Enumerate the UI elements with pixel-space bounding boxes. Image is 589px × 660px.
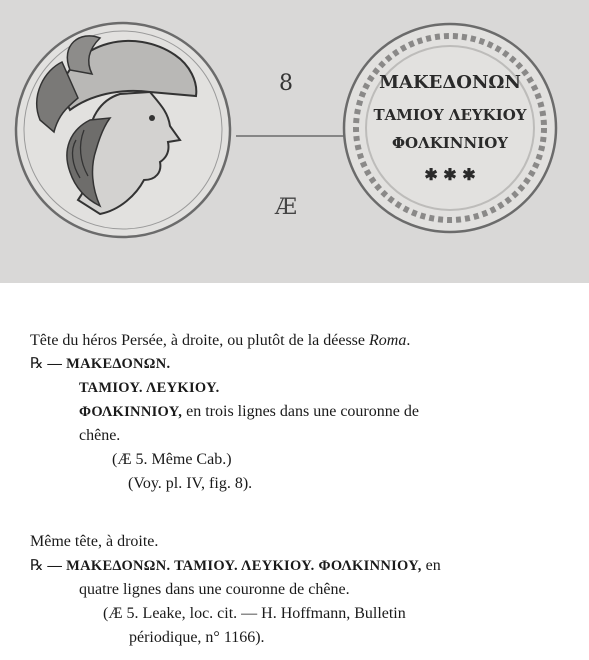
reverse-stars: ✱ ✱ ✱ (424, 165, 476, 184)
metal-mark: Æ (274, 195, 298, 220)
reverse-legend-line-1: ΜΑΚΕΔΟΝΩΝ (379, 72, 521, 93)
coin-illustration (0, 0, 589, 283)
reverse-coin (344, 24, 556, 232)
entry2-description-start: en (421, 557, 441, 574)
entry1-reference: (Æ 5. Même Cab.) (112, 451, 232, 468)
entry1-obverse-period: . (406, 332, 411, 349)
entry2-reference: (Æ 5. Leake, loc. cit. — H. Hoffmann, Bulletin (103, 605, 406, 622)
reverse-legend-line-2: ΤΑΜΙΟΥ ΛΕΥΚΙΟΥ (373, 106, 527, 124)
entry2-obverse: Même tête, à droite. (30, 533, 159, 550)
entry1-goddess-name: Roma (369, 332, 407, 349)
reverse-legend-line-3: ΦΟΛΚΙΝΝΙΟΥ (391, 134, 509, 152)
entry1-plate-reference: (Voy. pl. IV, fig. 8). (128, 475, 253, 492)
obverse-coin (16, 23, 230, 237)
coin-plate (0, 0, 589, 283)
fig-number: 8 (279, 71, 293, 96)
entry1-obverse (30, 330, 410, 352)
entry2-reverse-line-2: quatre lignes dans une couronne de chêne. (79, 581, 350, 598)
entry2-reference-cont: périodique, n° 1166). (129, 629, 265, 646)
entry2-legend: — ΜΑΚΕΔΟΝΩΝ. ΤΑΜΙΟΥ. ΛΕΥΚΙΟΥ. ΦΟΛΚΙΝΝΙΟΥ, (43, 558, 422, 574)
entry1-legend-1: — ΜΑΚΕΔΟΝΩΝ. (43, 356, 171, 372)
entry1-obverse-text: Tête du héros Persée, à droite, ou plutôt de la déesse (30, 332, 369, 349)
entry1-reverse-line-1 (30, 353, 170, 375)
entry1-reverse-line-2: ΤΑΜΙΟΥ. ΛΕΥΚΙΟΥ. (79, 380, 220, 396)
entry2-reverse-line-1 (30, 555, 441, 577)
entry1-description: en trois lignes dans une couronne de (182, 403, 419, 420)
entry1-reverse-line-4: chêne. (79, 427, 121, 444)
reverse-symbol-icon: ℞ (30, 558, 44, 574)
entry1-reverse-line-3 (79, 401, 419, 423)
entry1-legend-3: ΦΟΛΚΙΝΝΙΟΥ, (79, 404, 183, 420)
reverse-symbol-icon: ℞ (30, 356, 44, 372)
